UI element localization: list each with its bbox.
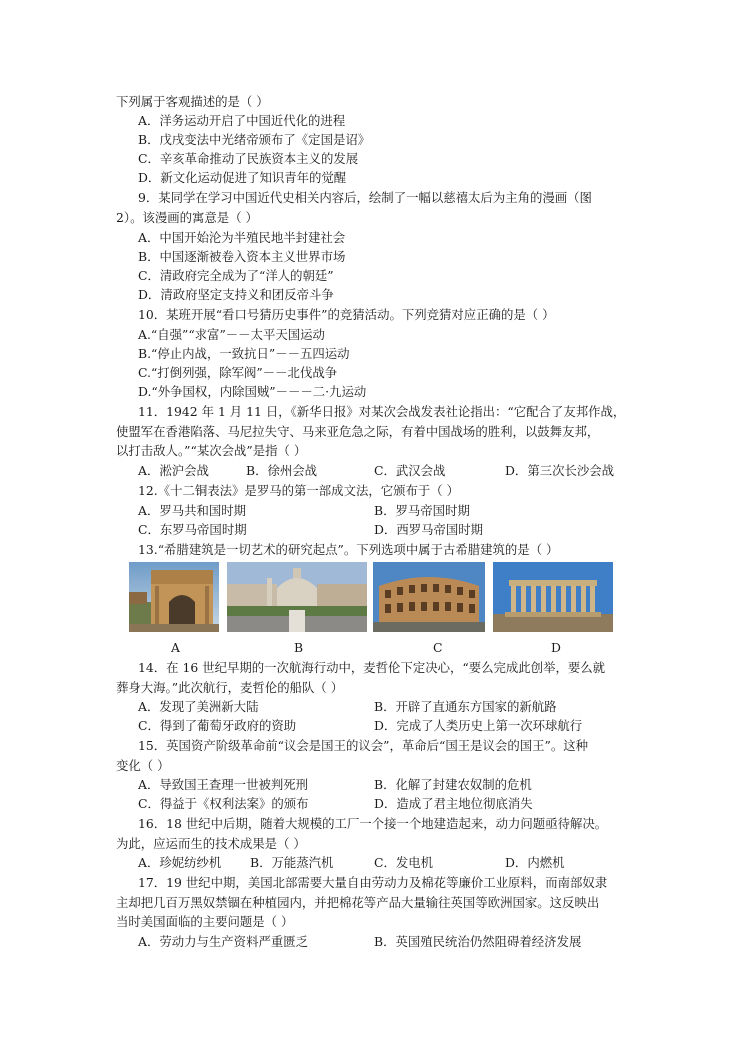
question-10-option-a: A.“自强”“求富”－－太平天国运动	[138, 327, 325, 342]
question-12-option-a: A．罗马共和国时期	[138, 503, 247, 518]
question-8-option-b: B．戊戌变法中光绪帝颁布了《定国是诏》	[138, 132, 371, 147]
question-12-option-b: B．罗马帝国时期	[374, 503, 470, 518]
question-16-option-a: A．珍妮纺纱机	[138, 855, 222, 870]
question-17-stem-line3: 当时美国面临的主要问题是（ ）	[116, 914, 294, 929]
question-8-option-c: C．辛亥革命推动了民族资本主义的发展	[138, 151, 359, 166]
question-13-stem: 13.“希腊建筑是一切艺术的研究起点”。下列选项中属于古希腊建筑的是（ ）	[138, 542, 559, 557]
question-8-option-d: D．新文化运动促进了知识青年的觉醒	[138, 170, 347, 185]
photo-d-label: D	[551, 640, 561, 655]
question-11-option-d: D．第三次长沙会战	[505, 463, 615, 478]
photo-c-label: C	[433, 640, 443, 655]
question-12-option-d: D．西罗马帝国时期	[374, 522, 484, 537]
question-9-option-b: B．中国逐渐被卷入资本主义世界市场	[138, 249, 346, 264]
question-9-option-a: A．中国开始沦为半殖民地半封建社会	[138, 230, 346, 245]
question-11-option-b: B．徐州会战	[246, 463, 318, 478]
question-14-option-d: D．完成了人类历史上第一次环球航行	[374, 718, 583, 733]
question-14-option-c: C．得到了葡萄牙政府的资助	[138, 718, 297, 733]
question-15-option-c: C．得益于《权利法案》的颁布	[138, 796, 309, 811]
question-16-stem-line1: 16．18 世纪中后期，随着大规模的工厂一个接一个地建造起来，动力问题亟待解决。	[138, 816, 608, 831]
question-14-stem-line2: 葬身大海。”此次航行，麦哲伦的船队（ ）	[116, 680, 344, 695]
question-17-stem-line2: 主却把几百万黑奴禁锢在种植园内，并把棉花等产品大量输往英国等欧洲国家。这反映出	[116, 895, 600, 910]
photo-b-label: B	[294, 640, 304, 655]
question-9-option-d: D．清政府坚定支持义和团反帝斗争	[138, 287, 334, 302]
question-11-stem-line1: 11．1942 年 1 月 11 日，《新华日报》对某次会战发表社论指出：“它配合了友邦作战，	[138, 404, 626, 419]
photo-d-parthenon	[493, 562, 613, 632]
question-14-option-b: B．开辟了直通东方国家的新航路	[374, 699, 557, 714]
question-15-stem-line1: 15．英国资产阶级革命前“议会是国王的议会”，革命后“国王是议会的国王”。这种	[138, 738, 588, 753]
question-10-stem: 10．某班开展“看口号猜历史事件”的竞猜活动。下列竞猜对应正确的是（ ）	[138, 307, 555, 322]
question-17-stem-line1: 17．19 世纪中期，美国北部需要大量自由劳动力及棉花等廉价工业原料，而南部奴隶	[138, 875, 608, 890]
question-11-option-c: C．武汉会战	[374, 463, 446, 478]
question-12-stem: 12.《十二铜表法》是罗马的第一部成文法，它颁布于（ ）	[138, 483, 460, 498]
question-14-option-a: A．发现了美洲新大陆	[138, 699, 259, 714]
question-8-option-a: A．洋务运动开启了中国近代化的进程	[138, 113, 346, 128]
question-15-stem-line2: 变化（ ）	[116, 758, 170, 773]
question-10-option-d: D.“外争国权，内除国贼”－－－二·九运动	[138, 384, 367, 399]
question-15-option-b: B．化解了封建农奴制的危机	[374, 777, 532, 792]
question-9-option-c: C．清政府完全成为了“洋人的朝廷”	[138, 268, 334, 283]
question-16-option-c: C．发电机	[374, 855, 434, 870]
question-15-option-d: D．造成了君主地位彻底消失	[374, 796, 533, 811]
question-11-stem-line2: 使盟军在香港陷落、马尼拉失守、马来亚危急之际，有着中国战场的胜利，以鼓舞友邦，	[116, 424, 600, 439]
question-12-option-c: C．东罗马帝国时期	[138, 522, 247, 537]
question-10-option-c: C.“打倒列强，除军阀”－－北伐战争	[138, 365, 338, 380]
photo-a-label: A	[171, 640, 180, 655]
question-8-stem: 下列属于客观描述的是（ ）	[116, 94, 269, 109]
question-16-stem-line2: 为此，应运而生的技术成果是（ ）	[116, 836, 306, 851]
question-11-stem-line3: 以打击敌人。”“某次会战”是指（ ）	[116, 443, 307, 458]
photo-c-colosseum	[373, 562, 485, 632]
question-17-option-b: B．英国殖民统治仍然阻碍着经济发展	[374, 934, 582, 949]
question-9-stem-line1: 9．某同学在学习中国近代史相关内容后，绘制了一幅以慈禧太后为主角的漫画（图	[138, 190, 592, 205]
question-9-stem-line2: 2）。该漫画的寓意是（ ）	[116, 210, 258, 225]
photo-a-triumphal-arch	[129, 562, 219, 632]
question-14-stem-line1: 14．在 16 世纪早期的一次航海行动中，麦哲伦下定决心，“要么完成此创举，要么就	[138, 660, 606, 675]
question-11-option-a: A．淞沪会战	[138, 463, 209, 478]
question-17-option-a: A．劳动力与生产资料严重匮乏	[138, 934, 309, 949]
photo-b-roman-square	[227, 562, 367, 632]
question-15-option-a: A．导致国王查理一世被判死刑	[138, 777, 309, 792]
question-10-option-b: B.“停止内战，一致抗日”－－五四运动	[138, 346, 350, 361]
question-16-option-d: D．内燃机	[505, 855, 565, 870]
question-16-option-b: B．万能蒸汽机	[250, 855, 334, 870]
